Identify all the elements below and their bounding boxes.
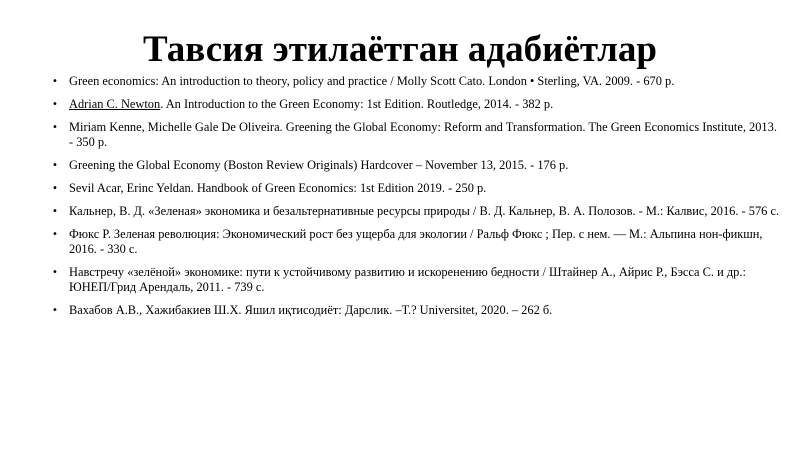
reference-text: Навстречу «зелёной» экономике: пути к устойчивому развитию и искоренению бедности / Штайнер А., Айрис Р., Бэсса С. и др.: ЮНЕП/Грид Арендаль, 2011. - 739 с. <box>69 265 746 294</box>
reference-item <box>52 227 782 257</box>
bullet-icon: • <box>52 76 58 87</box>
bullet-icon: • <box>52 267 58 278</box>
reference-item <box>52 303 782 318</box>
reference-text: Green economics: An introduction to theory, policy and practice / Molly Scott Cato. London • Sterling, VA. 2009. - 670 p. <box>69 74 675 88</box>
reference-text: Sevil Acar, Erinc Yeldan. Handbook of Green Economics: 1st Edition 2019. - 250 p. <box>69 181 487 195</box>
reference-text: Miriam Kenne, Michelle Gale De Oliveira. Greening the Global Economy: Reform and Transformation. The Green Economics Institute, 2013. - 350 p. <box>69 120 777 149</box>
bullet-icon: • <box>52 99 58 110</box>
reference-text: Greening the Global Economy (Boston Review Originals) Hardcover – November 13, 2015. - 176 p. <box>69 158 569 172</box>
bullet-icon: • <box>52 122 58 133</box>
bullet-icon: • <box>52 183 58 194</box>
reference-item <box>52 158 782 173</box>
reference-item <box>52 74 782 89</box>
reference-text: . An Introduction to the Green Economy: 1st Edition. Routledge, 2014. - 382 p. <box>160 97 554 111</box>
bullet-icon: • <box>52 229 58 240</box>
author-link[interactable]: Adrian C. Newton <box>69 97 161 111</box>
bullet-icon: • <box>52 160 58 171</box>
reference-text: Кальнер, В. Д. «Зеленая» экономика и безальтернативные ресурсы природы / В. Д. Кальнер, В. А. Полозов. - М.: Калвис, 2016. - 576 с. <box>69 204 780 218</box>
reference-item <box>52 120 782 150</box>
slide-title: Тавсия этилаётган адабиётлар <box>143 29 657 70</box>
reference-text: Фюкс Р. Зеленая революция: Экономический рост без ущерба для экологии / Ральф Фюкс ; Пер. с нем. — М.: Альпина нон-фикшн, 2016. - 330 с. <box>69 227 763 256</box>
reference-list <box>52 74 782 326</box>
reference-item <box>52 181 782 196</box>
reference-item <box>52 204 782 219</box>
reference-text: Вахабов А.В., Хажибакиев Ш.Х. Яшил иқтисодиёт: Дарслик. –Т.? Universitet, 2020. – 262 б. <box>69 303 553 317</box>
bullet-icon: • <box>52 305 58 316</box>
reference-item <box>52 97 782 112</box>
bullet-icon: • <box>52 206 58 217</box>
reference-item <box>52 265 782 295</box>
